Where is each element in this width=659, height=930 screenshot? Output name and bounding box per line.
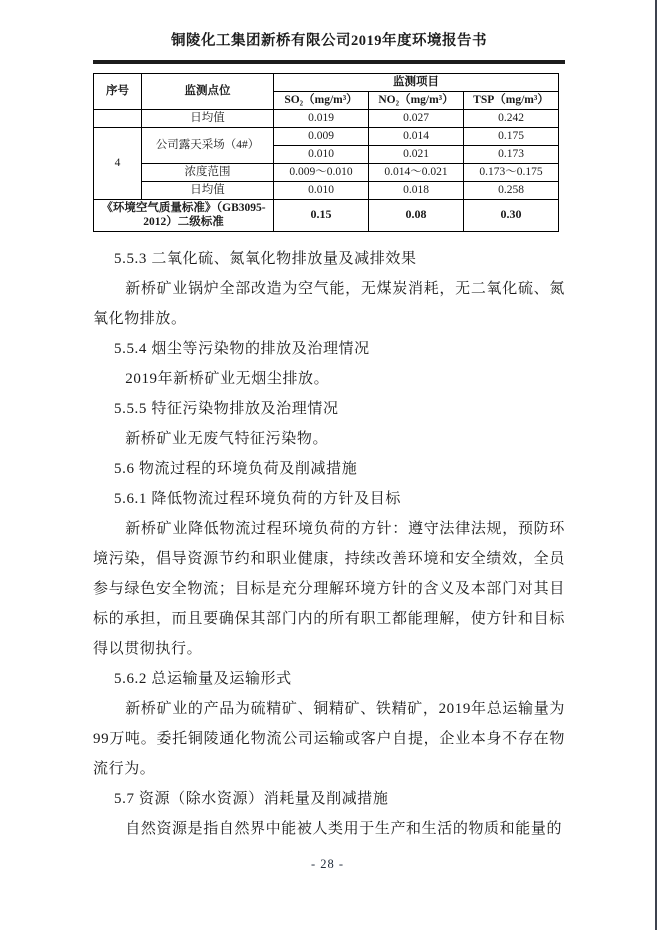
table-cell-tsp: 0.258	[464, 181, 559, 199]
paragraph-5-5-5: 新桥矿业无废气特征污染物。	[125, 430, 329, 447]
paragraph-5-7: 自然资源是指自然界中能被人类用于生产和生活的物质和能量的	[125, 820, 563, 837]
col-header-no2: NO₂（mg/m³）	[369, 91, 464, 109]
col-header-project: 监测项目	[274, 74, 559, 92]
paragraph-5-6-1: 新桥矿业降低物流过程环境负荷的方针：遵守法律法规，预防环境污染，倡导资源节约和职业健康，持续改善环境和安全绩效，全员参与绿色安全物流；目标是充分理解环境方针的含义及本部门对其目标的承担，而且要确保其部门内的所有职工都能理解，使方针和目标得以贯彻执行。	[93, 520, 565, 657]
table-cell-so2: 0.009	[274, 127, 369, 145]
table-cell-so2: 0.010	[274, 145, 369, 163]
table-cell-point: 公司露天采场（4#）	[142, 127, 274, 163]
table-cell-so2: 0.019	[274, 109, 369, 127]
col-header-tsp: TSP（mg/m³）	[464, 91, 559, 109]
air-monitoring-table	[93, 73, 559, 232]
table-cell-point: 日均值	[142, 109, 274, 127]
table-row	[94, 127, 559, 145]
table-row	[94, 181, 559, 199]
table-cell-seq: 4	[94, 127, 142, 199]
col-header-seq: 序号	[94, 74, 142, 110]
section-heading-5-6: 5.6 物流过程的环境负荷及削减措施	[114, 460, 358, 477]
table-cell-so2: 0.009～0.010	[274, 163, 369, 181]
section-heading-5-5-3: 5.5.3 二氧化硫、氮氧化物排放量及减排效果	[114, 250, 417, 267]
paragraph-5-5-3: 新桥矿业锅炉全部改造为空气能，无煤炭消耗，无二氧化硫、氮氧化物排放。	[93, 280, 565, 327]
table-cell-standard-so2: 0.15	[274, 199, 369, 231]
col-header-so2: SO₂（mg/m³）	[274, 91, 369, 109]
table-cell-standard-tsp: 0.30	[464, 199, 559, 231]
table-cell-no2: 0.014	[369, 127, 464, 145]
table-row	[94, 163, 559, 181]
table-cell-standard-label: 《环境空气质量标准》（GB3095-2012）二级标准	[94, 199, 274, 231]
table-cell-seq-empty	[94, 109, 142, 127]
section-heading-5-6-1: 5.6.1 降低物流过程环境负荷的方针及目标	[114, 490, 401, 507]
table-cell-tsp: 0.242	[464, 109, 559, 127]
paragraph-5-5-4: 2019年新桥矿业无烟尘排放。	[125, 370, 330, 387]
page-edge-line	[655, 0, 657, 930]
page-title: 铜陵化工集团新桥有限公司2019年度环境报告书	[171, 33, 487, 49]
table-cell-no2: 0.021	[369, 145, 464, 163]
header-rule	[93, 60, 565, 64]
table-cell-no2: 0.018	[369, 181, 464, 199]
table-cell-tsp: 0.173	[464, 145, 559, 163]
paragraph-5-6-2: 新桥矿业的产品为硫精矿、铜精矿、铁精矿，2019年总运输量为99万吨。委托铜陵通化物流公司运输或客户自提，企业本身不存在物流行为。	[93, 700, 565, 777]
table-cell-standard-no2: 0.08	[369, 199, 464, 231]
table-cell-point: 日均值	[142, 181, 274, 199]
body-text	[93, 244, 565, 844]
col-header-point: 监测点位	[142, 74, 274, 110]
table-row	[94, 109, 559, 127]
table-cell-no2: 0.014～0.021	[369, 163, 464, 181]
table-cell-tsp: 0.173～0.175	[464, 163, 559, 181]
section-heading-5-5-5: 5.5.5 特征污染物排放及治理情况	[114, 400, 339, 417]
table-cell-no2: 0.027	[369, 109, 464, 127]
page-number: - 28 -	[310, 857, 345, 871]
table-cell-point: 浓度范围	[142, 163, 274, 181]
section-heading-5-5-4: 5.5.4 烟尘等污染物的排放及治理情况	[114, 340, 370, 357]
section-heading-5-6-2: 5.6.2 总运输量及运输形式	[114, 670, 292, 687]
table-row-standard	[94, 199, 559, 231]
table-cell-so2: 0.010	[274, 181, 369, 199]
section-heading-5-7: 5.7 资源（除水资源）消耗量及削减措施	[114, 790, 389, 807]
table-cell-tsp: 0.175	[464, 127, 559, 145]
